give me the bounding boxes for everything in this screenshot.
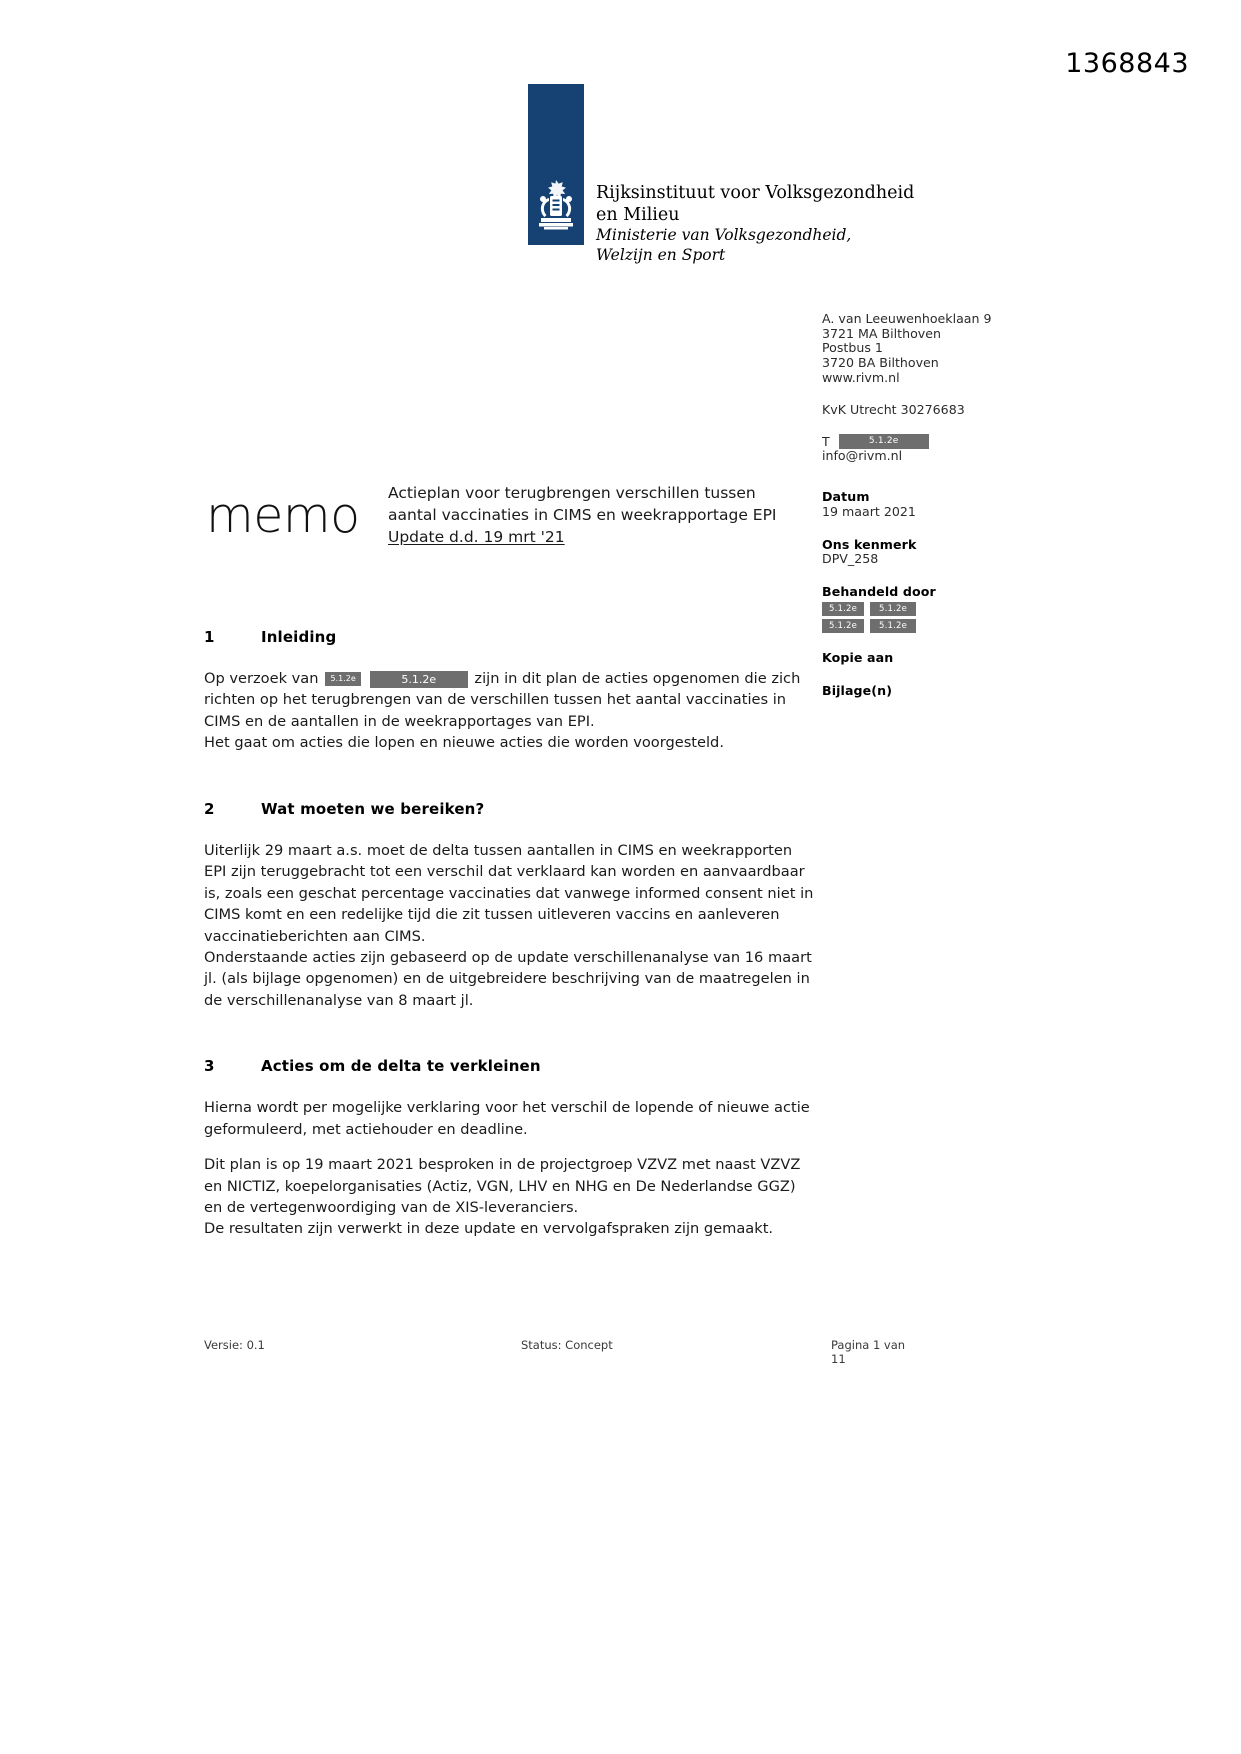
section-2-number: 2 [204,799,215,818]
footer-version: Versie: 0.1 [204,1338,265,1352]
section-1-p1-before: Op verzoek van [204,670,319,687]
spacer [204,818,816,840]
footer-page-number: Pagina 1 van 11 [831,1338,906,1366]
spacer [822,633,1122,651]
kopie-aan-label: Kopie aan [822,649,894,665]
netherlands-coat-of-arms-icon [533,177,579,237]
logo-line-1: Rijksinstituut voor Volksgezondheid [596,183,915,203]
kenmerk-label: Ons kenmerk [822,536,917,552]
kvk-number: KvK Utrecht 30276683 [822,401,965,417]
logo-text [596,182,946,266]
spacer [204,1140,816,1154]
telephone-label: T [822,433,830,449]
inline-redaction-large: 5.1.2e [370,671,468,688]
rivm-logo [528,84,948,264]
behandeld-redaction: 5.1.2e [822,602,864,616]
memo-title-line-1: Actieplan voor terugbrengen verschillen tussen [388,484,756,502]
memo-title-update-line: Update d.d. 19 mrt '21 [388,528,565,546]
spacer [822,567,1122,585]
spacer [204,754,816,800]
address-line-4: 3720 BA Bilthoven [822,355,939,371]
page-footer [204,1338,916,1366]
footer-status: Status: Concept [521,1338,613,1352]
address-line-3: Postbus 1 [822,340,883,356]
behandeld-door-label: Behandeld door [822,584,936,600]
section-1-paragraph-2: Het gaat om acties die lopen en nieuwe acties die worden voorgesteld. [204,734,724,752]
section-3-paragraph-3: De resultaten zijn verwerkt in deze update en vervolgafspraken zijn gemaakt. [204,1220,774,1238]
spacer [822,520,1122,538]
bijlage-label: Bijlage(n) [822,682,893,698]
inline-redaction-small: 5.1.2e [325,672,361,686]
spacer [822,464,1122,490]
logo-line-2: en Milieu [596,205,680,226]
telephone-row [822,434,1122,449]
logo-line-4: Welzijn en Sport [596,246,726,265]
section-heading-3 [204,1057,816,1075]
website-url[interactable]: www.rivm.nl [822,369,900,385]
behandeld-redaction: 5.1.2e [870,602,916,616]
spacer [822,417,1122,434]
section-1-number: 1 [204,628,215,646]
memo-title-line-2: aantal vaccinaties in CIMS en weekrapportage EPI [388,506,777,524]
spacer [204,1075,816,1097]
datum-label: Datum [822,489,870,505]
section-2-paragraph-1: Uiterlijk 29 maart a.s. moet de delta tussen aantallen in CIMS en weekrapporten EPI zijn teruggebracht tot een verschil dat verklaard kan worden en aanvaardbaar is, zoals een geschat percentage vaccinaties dat vanwege informed consent niet in CIMS komt en een redelijke tijd die zit tussen uitleveren vaccins en aanleveren vaccinatieberichten aan CIMS. [204,841,814,945]
section-heading-1 [204,628,816,646]
address-line-2: 3721 MA Bilthoven [822,325,941,341]
kenmerk-value: DPV_258 [822,551,879,567]
behandeld-redaction: 5.1.2e [870,619,916,633]
behandeld-door-redactions [822,602,916,633]
email-address[interactable]: info@rivm.nl [822,448,903,464]
spacer [822,386,1122,403]
logo-line-3: Ministerie van Volksgezondheid, [596,226,852,245]
spacer [204,646,816,668]
datum-value: 19 maart 2021 [822,503,916,519]
section-1-p1-after: zijn in dit plan de acties opgenomen die zich richten op het terugbrengen van de verschillen tussen het aantal vaccinaties in CIMS en de aantallen in de weekrapportages van EPI. [204,670,801,730]
section-heading-2 [204,800,816,818]
section-1-paragraph-1 [204,668,816,732]
spacer [822,666,1122,684]
meta-column [822,312,1122,698]
memo-title [388,482,808,548]
document-number: 1368843 [1065,48,1189,79]
section-1-title: Inleiding [261,628,337,646]
section-3-paragraph-1: Hierna wordt per mogelijke verklaring voor het verschil de lopende of nieuwe actie geformuleerd, met actiehouder en deadline. [204,1099,810,1138]
spacer [204,1011,816,1057]
section-2-title: Wat moeten we bereiken? [261,799,485,818]
logo-blue-bar [528,84,584,245]
document-body [204,628,816,1240]
section-3-paragraph-2: Dit plan is op 19 maart 2021 besproken in de projectgroep VZVZ met naast VZVZ en NICTIZ, koepelorganisaties (Actiz, VGN, LHV en NHG en De Nederlandse GGZ) en de vertegenwoordiging van de XIS-leveranciers. [204,1156,801,1216]
section-2-paragraph-2: Onderstaande acties zijn gebaseerd op de update verschillenanalyse van 16 maart jl. (als bijlage opgenomen) en de uitgebreidere beschrijving van de maatregelen in de verschillenanalyse van 8 maart jl. [204,948,812,1009]
telephone-redaction: 5.1.2e [839,434,929,449]
address-line-1: A. van Leeuwenhoeklaan 9 [822,311,992,326]
section-3-title: Acties om de delta te verkleinen [261,1057,541,1076]
behandeld-redaction: 5.1.2e [822,619,864,633]
section-3-number: 3 [204,1057,215,1076]
memo-word: memo [206,487,360,544]
